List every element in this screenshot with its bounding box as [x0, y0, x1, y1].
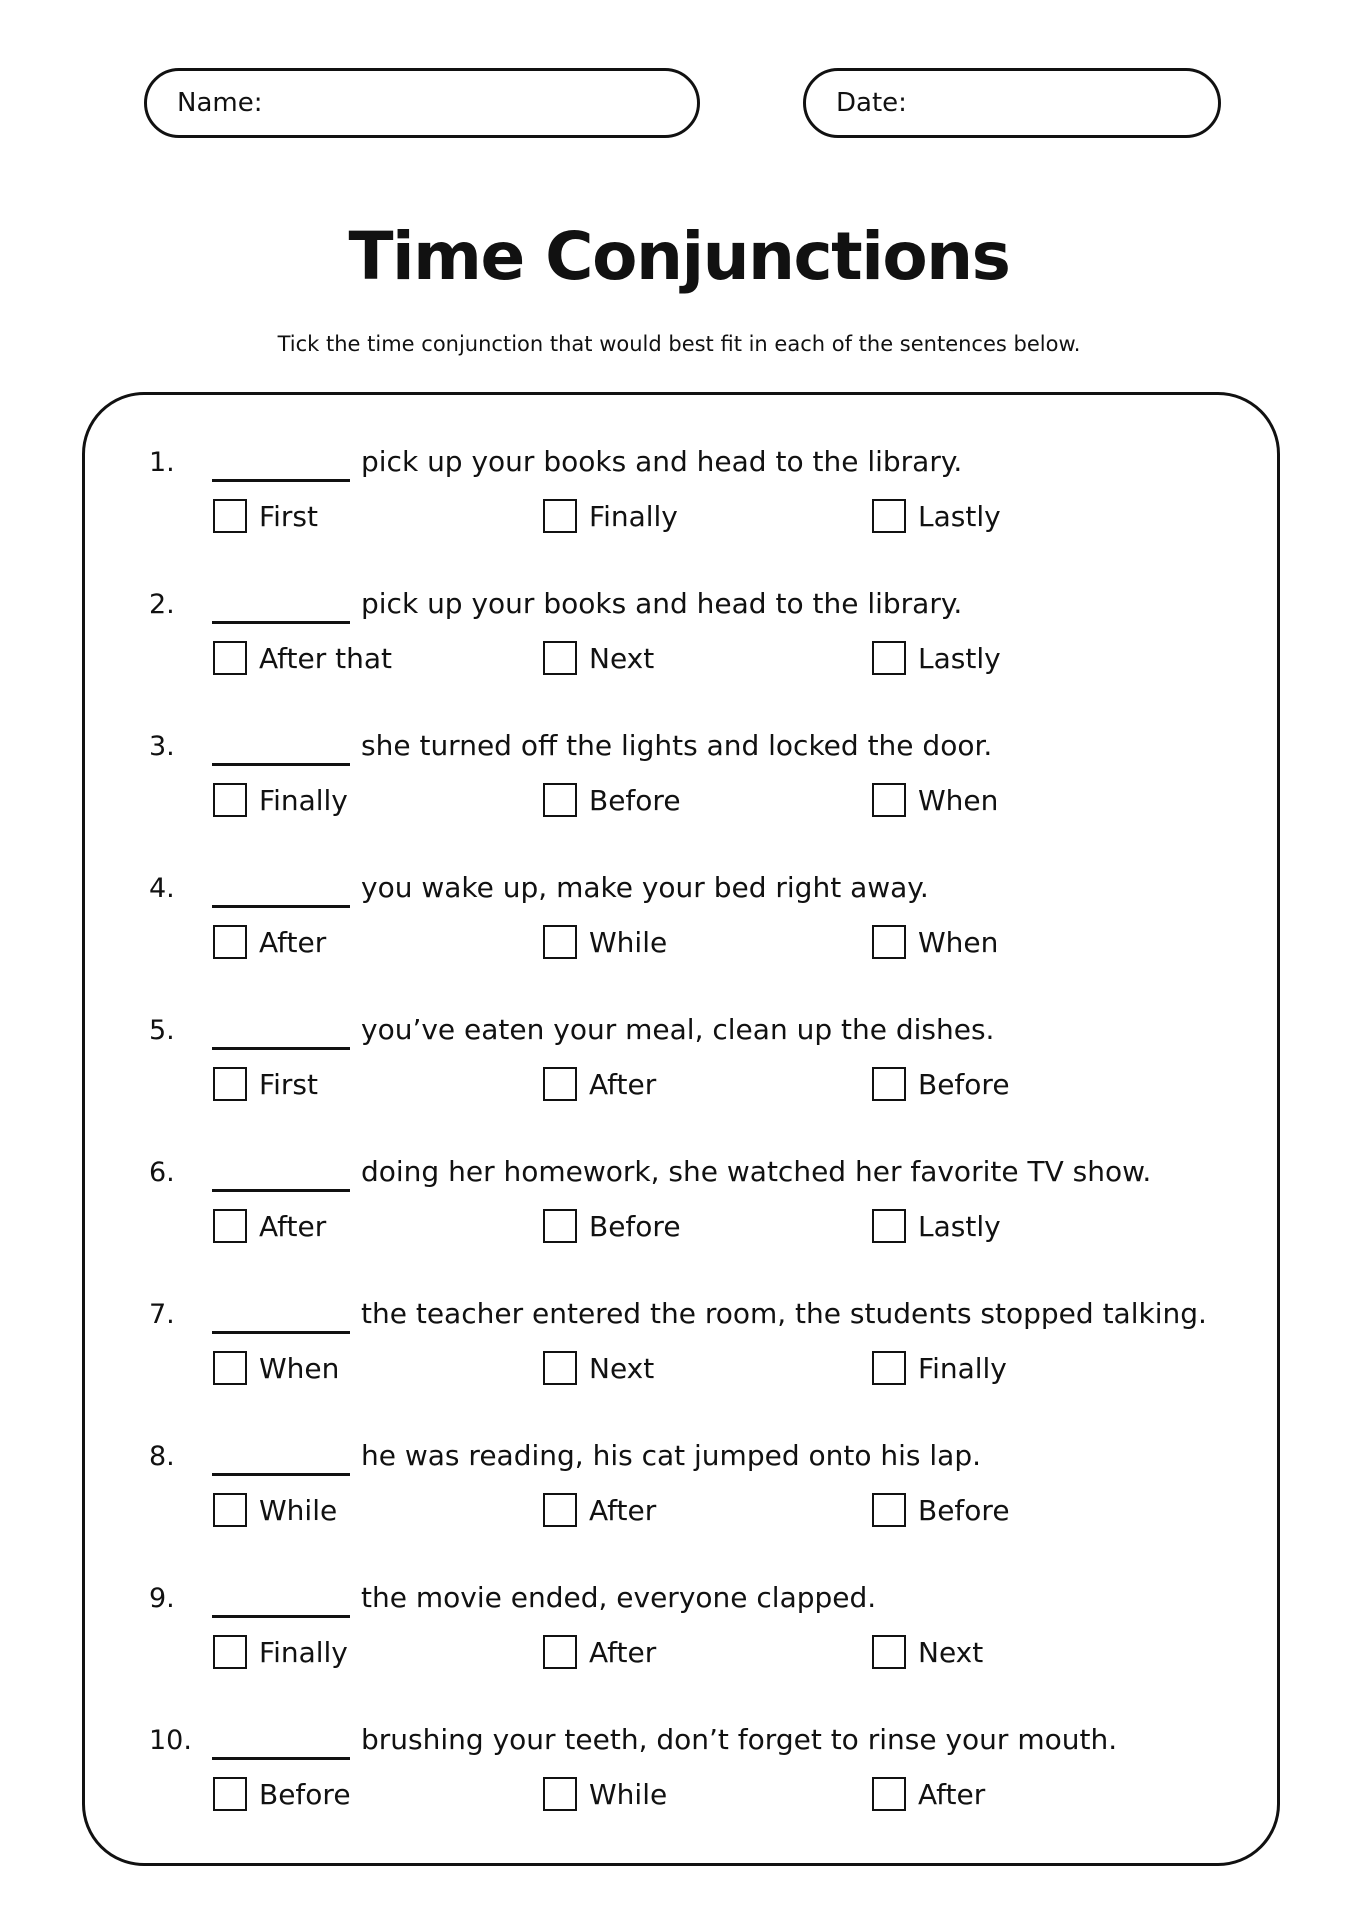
- tick-box[interactable]: [872, 1209, 906, 1243]
- tick-box[interactable]: [872, 1493, 906, 1527]
- answer-blank: [212, 763, 350, 766]
- date-field[interactable]: [803, 68, 1221, 138]
- tick-box[interactable]: [213, 925, 247, 959]
- question-text: the teacher entered the room, the students stopped talking.: [361, 1297, 1207, 1330]
- option-label: Finally: [259, 783, 348, 817]
- option-label: After: [589, 1635, 657, 1669]
- option-label: Finally: [918, 1351, 1007, 1385]
- question-number: 7.: [149, 1299, 175, 1330]
- tick-box[interactable]: [543, 641, 577, 675]
- option-9-1[interactable]: [213, 1635, 348, 1669]
- answer-blank: [212, 479, 350, 482]
- option-label: Lastly: [918, 499, 1001, 533]
- question-2: [85, 537, 1277, 679]
- option-label: Lastly: [918, 1209, 1001, 1243]
- date-input[interactable]: [917, 87, 1245, 119]
- answer-blank: [212, 621, 350, 624]
- question-text: pick up your books and head to the library.: [361, 445, 963, 478]
- option-2-3[interactable]: [872, 641, 1001, 675]
- option-label: Before: [918, 1493, 1010, 1527]
- option-label: Before: [918, 1067, 1010, 1101]
- option-3-1[interactable]: [213, 783, 348, 817]
- option-label: Before: [589, 783, 681, 817]
- option-4-2[interactable]: [543, 925, 667, 959]
- option-10-1[interactable]: [213, 1777, 351, 1811]
- question-text: she turned off the lights and locked the door.: [361, 729, 993, 762]
- option-2-1[interactable]: [213, 641, 392, 675]
- option-label: After: [589, 1067, 657, 1101]
- option-label: Next: [918, 1635, 984, 1669]
- option-label: After that: [259, 641, 392, 675]
- option-6-2[interactable]: [543, 1209, 681, 1243]
- question-number: 1.: [149, 447, 175, 478]
- option-1-3[interactable]: [872, 499, 1001, 533]
- question-text: doing her homework, she watched her favorite TV show.: [361, 1155, 1152, 1188]
- option-3-3[interactable]: [872, 783, 998, 817]
- option-label: First: [259, 499, 318, 533]
- option-label: When: [259, 1351, 340, 1385]
- option-5-1[interactable]: [213, 1067, 318, 1101]
- option-label: Lastly: [918, 641, 1001, 675]
- option-label: While: [259, 1493, 338, 1527]
- option-label: After: [259, 1209, 327, 1243]
- tick-box[interactable]: [213, 1351, 247, 1385]
- option-8-1[interactable]: [213, 1493, 337, 1527]
- option-5-3[interactable]: [872, 1067, 1010, 1101]
- tick-box[interactable]: [872, 783, 906, 817]
- option-label: Next: [589, 1351, 655, 1385]
- option-label: Before: [589, 1209, 681, 1243]
- answer-blank: [212, 1047, 350, 1050]
- name-label: Name:: [177, 88, 263, 118]
- name-input[interactable]: [272, 87, 677, 119]
- question-number: 6.: [149, 1157, 175, 1188]
- tick-box[interactable]: [872, 641, 906, 675]
- tick-box[interactable]: [543, 1351, 577, 1385]
- tick-box[interactable]: [213, 1635, 247, 1669]
- tick-box[interactable]: [543, 1635, 577, 1669]
- option-9-3[interactable]: [872, 1635, 983, 1669]
- tick-box[interactable]: [543, 925, 577, 959]
- tick-box[interactable]: [213, 641, 247, 675]
- tick-box[interactable]: [213, 1209, 247, 1243]
- option-8-2[interactable]: [543, 1493, 656, 1527]
- option-10-2[interactable]: [543, 1777, 667, 1811]
- answer-blank: [212, 1757, 350, 1760]
- question-4: [85, 821, 1277, 963]
- tick-box[interactable]: [543, 1777, 577, 1811]
- option-3-2[interactable]: [543, 783, 681, 817]
- option-label: Next: [589, 641, 655, 675]
- question-6: [85, 1105, 1277, 1247]
- tick-box[interactable]: [213, 1777, 247, 1811]
- option-label: After: [589, 1493, 657, 1527]
- option-5-2[interactable]: [543, 1067, 656, 1101]
- option-label: Finally: [259, 1635, 348, 1669]
- question-10: [85, 1673, 1277, 1815]
- tick-box[interactable]: [543, 1493, 577, 1527]
- option-10-3[interactable]: [872, 1777, 985, 1811]
- question-7: [85, 1247, 1277, 1389]
- answer-blank: [212, 905, 350, 908]
- question-5: [85, 963, 1277, 1105]
- option-label: After: [259, 925, 327, 959]
- option-label: While: [589, 1777, 668, 1811]
- option-4-1[interactable]: [213, 925, 326, 959]
- question-number: 5.: [149, 1015, 175, 1046]
- question-9: [85, 1531, 1277, 1673]
- option-6-3[interactable]: [872, 1209, 1001, 1243]
- answer-blank: [212, 1189, 350, 1192]
- name-field[interactable]: [144, 68, 700, 138]
- option-7-3[interactable]: [872, 1351, 1007, 1385]
- date-label: Date:: [836, 88, 907, 118]
- option-label: When: [918, 925, 999, 959]
- tick-box[interactable]: [872, 925, 906, 959]
- option-7-1[interactable]: [213, 1351, 339, 1385]
- answer-blank: [212, 1331, 350, 1334]
- option-label: Finally: [589, 499, 678, 533]
- option-label: While: [589, 925, 668, 959]
- answer-blank: [212, 1615, 350, 1618]
- question-number: 10.: [149, 1725, 192, 1756]
- tick-box[interactable]: [872, 1351, 906, 1385]
- question-text: you wake up, make your bed right away.: [361, 871, 929, 904]
- tick-box[interactable]: [872, 1067, 906, 1101]
- answer-blank: [212, 1473, 350, 1476]
- tick-box[interactable]: [213, 783, 247, 817]
- question-1: [85, 395, 1277, 537]
- tick-box[interactable]: [872, 499, 906, 533]
- question-number: 8.: [149, 1441, 175, 1472]
- option-6-1[interactable]: [213, 1209, 326, 1243]
- option-label: After: [918, 1777, 986, 1811]
- question-number: 3.: [149, 731, 175, 762]
- option-label: First: [259, 1067, 318, 1101]
- option-1-2[interactable]: [543, 499, 678, 533]
- question-text: you’ve eaten your meal, clean up the dishes.: [361, 1013, 995, 1046]
- question-3: [85, 679, 1277, 821]
- option-4-3[interactable]: [872, 925, 998, 959]
- question-text: pick up your books and head to the library.: [361, 587, 963, 620]
- question-number: 4.: [149, 873, 175, 904]
- option-label: When: [918, 783, 999, 817]
- tick-box[interactable]: [872, 1777, 906, 1811]
- tick-box[interactable]: [543, 783, 577, 817]
- tick-box[interactable]: [213, 499, 247, 533]
- question-text: brushing your teeth, don’t forget to rinse your mouth.: [361, 1723, 1118, 1756]
- option-2-2[interactable]: [543, 641, 654, 675]
- option-label: Before: [259, 1777, 351, 1811]
- tick-box[interactable]: [872, 1635, 906, 1669]
- questions-panel: [82, 392, 1280, 1866]
- option-8-3[interactable]: [872, 1493, 1010, 1527]
- tick-box[interactable]: [543, 1067, 577, 1101]
- question-number: 9.: [149, 1583, 175, 1614]
- question-number: 2.: [149, 589, 175, 620]
- tick-box[interactable]: [213, 1067, 247, 1101]
- tick-box[interactable]: [543, 1209, 577, 1243]
- worksheet-instructions: Tick the time conjunction that would best fit in each of the sentences below.: [277, 332, 1081, 356]
- question-8: [85, 1389, 1277, 1531]
- question-text: he was reading, his cat jumped onto his lap.: [361, 1439, 982, 1472]
- question-text: the movie ended, everyone clapped.: [361, 1581, 877, 1614]
- option-1-1[interactable]: [213, 499, 318, 533]
- tick-box[interactable]: [543, 499, 577, 533]
- option-7-2[interactable]: [543, 1351, 654, 1385]
- option-9-2[interactable]: [543, 1635, 656, 1669]
- worksheet-title: Time Conjunctions: [348, 218, 1010, 295]
- tick-box[interactable]: [213, 1493, 247, 1527]
